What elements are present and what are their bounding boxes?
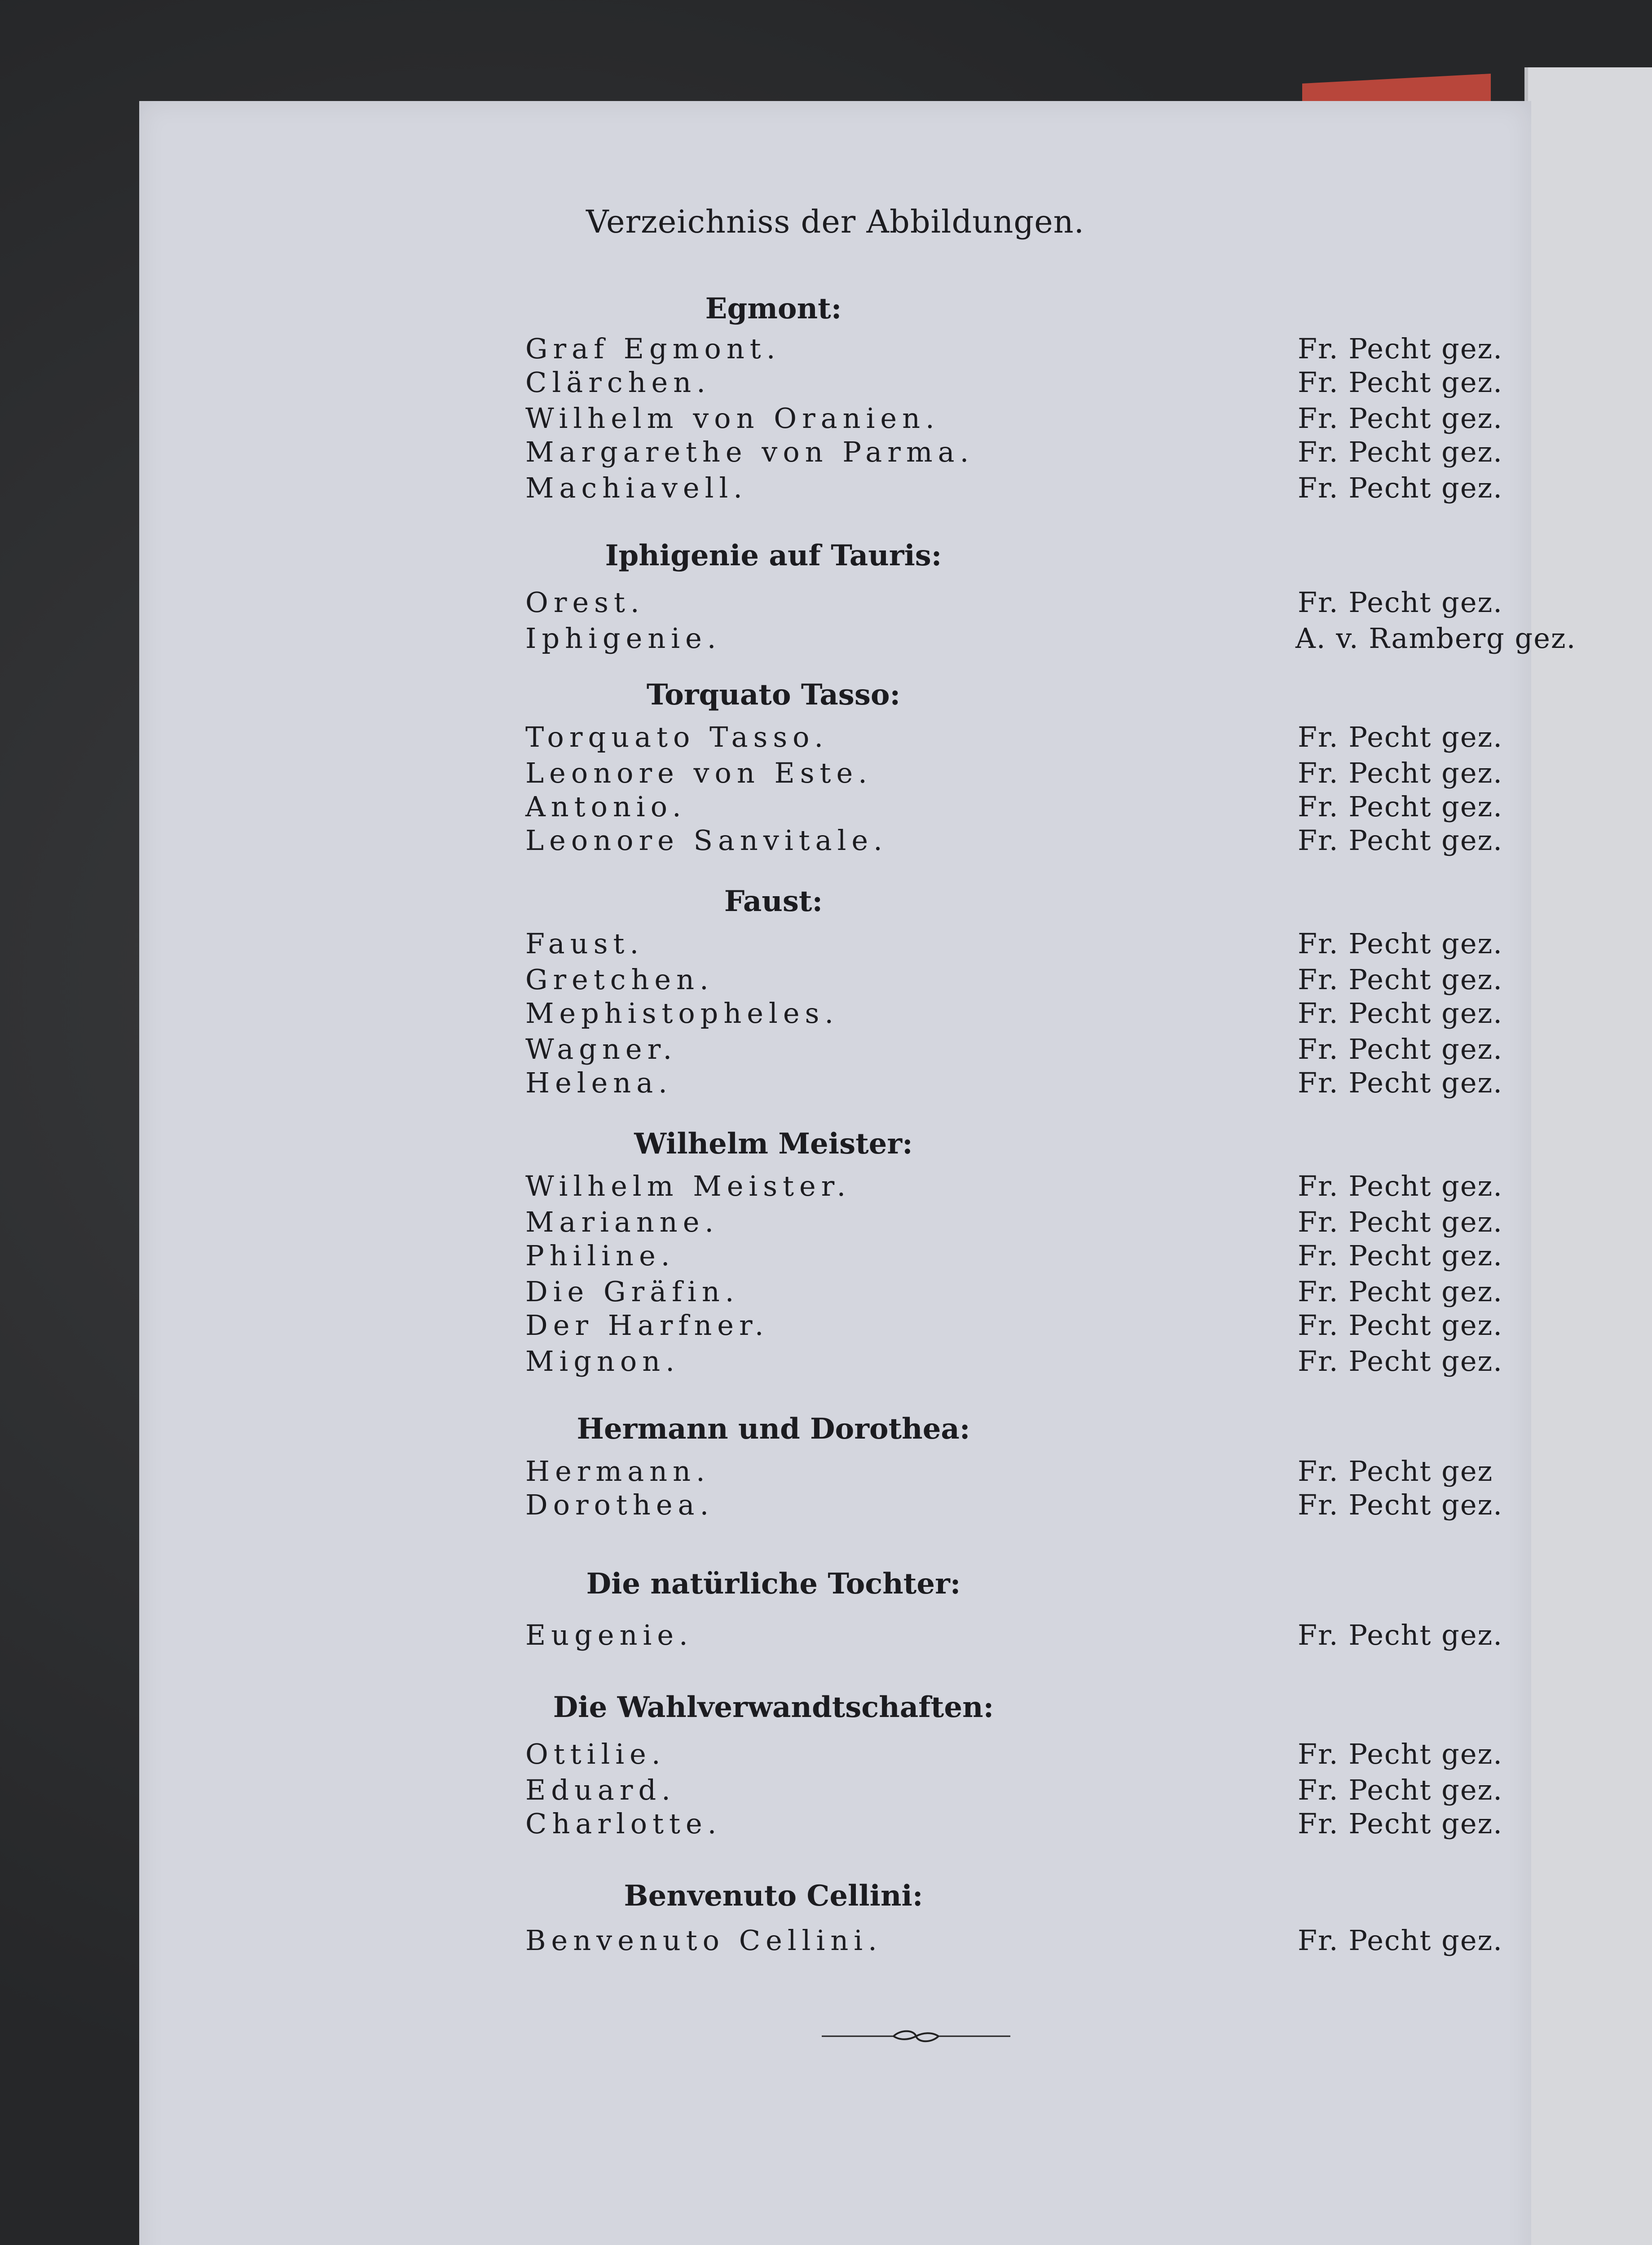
section-heading: Faust: <box>724 885 823 918</box>
entry-credit: Fr. Pecht gez. <box>1298 824 1503 857</box>
entry-credit: Fr. Pecht gez. <box>1298 1170 1503 1202</box>
entry-name: Wilhelm von Oranien. <box>525 402 940 435</box>
entry-name: Eugenie. <box>525 1619 693 1651</box>
entry-name: Margarethe von Parma. <box>525 436 974 468</box>
section-heading: Wilhelm Meister: <box>634 1127 913 1161</box>
entry-credit: Fr. Pecht gez. <box>1298 332 1503 365</box>
entry-name: Iphigenie. <box>525 622 722 655</box>
entry-credit: A. v. Ramberg gez. <box>1295 622 1577 655</box>
entry-name: Dorothea. <box>525 1488 714 1521</box>
entry-credit: Fr. Pecht gez. <box>1298 1033 1503 1065</box>
entry-credit: Fr. Pecht gez. <box>1298 1807 1503 1840</box>
entry-credit: Fr. Pecht gez. <box>1298 402 1503 435</box>
entry-credit: Fr. Pecht gez. <box>1298 790 1503 823</box>
entry-name: Marianne. <box>525 1206 719 1238</box>
entry-name: Der Harfner. <box>525 1309 769 1342</box>
entry-name: Leonore Sanvitale. <box>525 824 888 857</box>
entry-credit: Fr. Pecht gez <box>1298 1455 1493 1488</box>
page-title: Verzeichniss der Abbildungen. <box>586 203 1084 240</box>
entry-credit: Fr. Pecht gez. <box>1298 757 1503 789</box>
entry-name: Leonore von Este. <box>525 757 872 789</box>
entry-name: Philine. <box>525 1239 675 1272</box>
entry-name: Machiavell. <box>525 471 748 504</box>
ornament-divider <box>822 2023 1010 2050</box>
entry-name: Mephistopheles. <box>525 997 839 1030</box>
section-heading: Die Wahlverwandtschaften: <box>553 1690 994 1724</box>
entry-name: Eduard. <box>525 1774 676 1806</box>
entry-credit: Fr. Pecht gez. <box>1298 721 1503 753</box>
entry-name: Gretchen. <box>525 963 714 996</box>
entry-name: Die Gräfin. <box>525 1275 740 1308</box>
book-page <box>139 101 1577 2245</box>
entry-credit: Fr. Pecht gez. <box>1298 963 1503 996</box>
entry-name: Antonio. <box>525 790 687 823</box>
entry-name: Faust. <box>525 927 644 960</box>
entry-name: Orest. <box>525 586 645 619</box>
entry-credit: Fr. Pecht gez. <box>1298 1488 1503 1521</box>
entry-credit: Fr. Pecht gez. <box>1298 586 1503 619</box>
entry-name: Hermann. <box>525 1455 710 1488</box>
entry-credit: Fr. Pecht gez. <box>1298 1619 1503 1651</box>
entry-credit: Fr. Pecht gez. <box>1298 1066 1503 1099</box>
entry-name: Mignon. <box>525 1345 680 1378</box>
entry-credit: Fr. Pecht gez. <box>1298 1924 1503 1957</box>
entry-credit: Fr. Pecht gez. <box>1298 1738 1503 1770</box>
entry-credit: Fr. Pecht gez. <box>1298 1309 1503 1342</box>
entry-name: Clärchen. <box>525 366 711 399</box>
entry-credit: Fr. Pecht gez. <box>1298 1239 1503 1272</box>
entry-credit: Fr. Pecht gez. <box>1298 1345 1503 1378</box>
section-heading: Iphigenie auf Tauris: <box>605 539 942 572</box>
section-heading: Benvenuto Cellini: <box>624 1879 923 1913</box>
entry-credit: Fr. Pecht gez. <box>1298 927 1503 960</box>
entry-credit: Fr. Pecht gez. <box>1298 366 1503 399</box>
section-heading: Die natürliche Tochter: <box>586 1567 961 1601</box>
entry-name: Torquato Tasso. <box>525 721 829 753</box>
entry-name: Graf Egmont. <box>525 332 781 365</box>
entry-name: Wilhelm Meister. <box>525 1170 851 1202</box>
entry-name: Charlotte. <box>525 1807 722 1840</box>
entry-credit: Fr. Pecht gez. <box>1298 436 1503 468</box>
entry-credit: Fr. Pecht gez. <box>1298 471 1503 504</box>
entry-name: Helena. <box>525 1066 673 1099</box>
section-heading: Hermann und Dorothea: <box>577 1412 970 1446</box>
entry-name: Ottilie. <box>525 1738 666 1770</box>
flourish-icon <box>822 2023 1010 2050</box>
entry-credit: Fr. Pecht gez. <box>1298 1206 1503 1238</box>
entry-credit: Fr. Pecht gez. <box>1298 1275 1503 1308</box>
entry-name: Benvenuto Cellini. <box>525 1924 882 1957</box>
section-heading: Egmont: <box>705 292 842 326</box>
entry-credit: Fr. Pecht gez. <box>1298 1774 1503 1806</box>
entry-name: Wagner. <box>525 1033 678 1065</box>
entry-credit: Fr. Pecht gez. <box>1298 997 1503 1030</box>
section-heading: Torquato Tasso: <box>646 678 901 712</box>
